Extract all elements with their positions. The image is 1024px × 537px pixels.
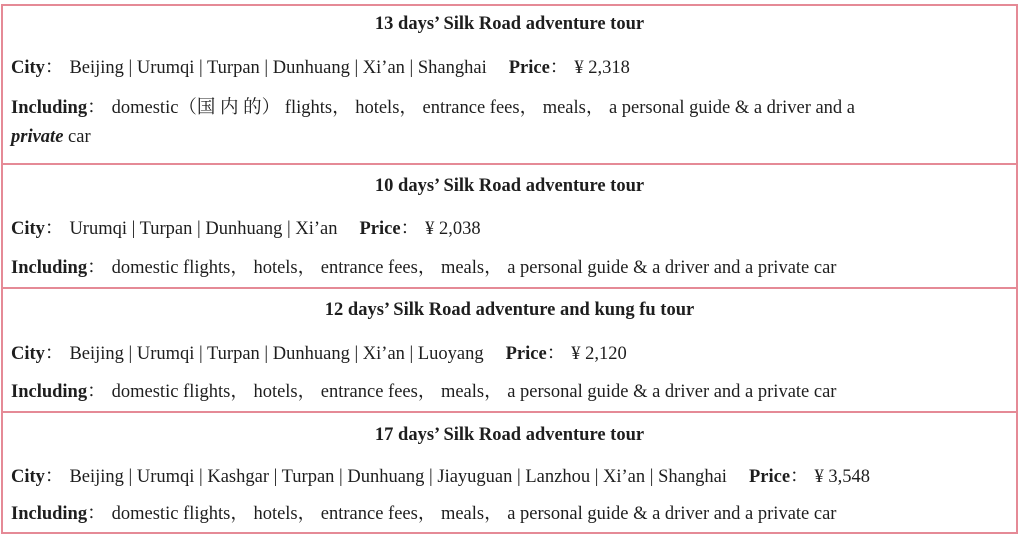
city-list: Beijing | Urumqi | Kashgar | Turpan | Dunhuang | Jiayuguan | Lanzhou | Xi’an | Shanghai bbox=[69, 467, 727, 487]
including-label: Including bbox=[11, 504, 88, 524]
colon: ： bbox=[44, 58, 64, 78]
colon: ： bbox=[549, 58, 569, 78]
including-text: domestic flights， hotels， entrance fees， meals， a personal guide & a driver and a private car bbox=[111, 258, 837, 278]
price-label: Price bbox=[748, 467, 791, 487]
including-emphasis: private bbox=[11, 127, 64, 147]
city-label: City bbox=[11, 344, 45, 364]
including-label: Including bbox=[11, 98, 88, 118]
including-text: domestic（国 内 的） flights， hotels， entrance fees， meals， a personal guide & a driver and a bbox=[111, 98, 856, 118]
price-label: Price bbox=[508, 58, 550, 78]
city-list: Beijing | Urumqi | Turpan | Dunhuang | Xi’an | Shanghai bbox=[69, 58, 487, 78]
colon: ： bbox=[546, 344, 566, 364]
city-line bbox=[11, 53, 1010, 79]
tour-row-10-days bbox=[3, 163, 1016, 287]
including-text-end: car bbox=[68, 127, 91, 147]
including-label: Including bbox=[11, 382, 88, 402]
city-line bbox=[11, 462, 1010, 488]
price-block bbox=[506, 344, 627, 364]
tour-title: 13 days’ Silk Road adventure tour bbox=[374, 14, 645, 34]
including-line bbox=[11, 93, 1010, 119]
tour-title: 17 days’ Silk Road adventure tour bbox=[374, 425, 645, 445]
including-text: domestic flights， hotels， entrance fees， meals， a personal guide & a driver and a private car bbox=[111, 382, 837, 402]
price-block bbox=[359, 219, 480, 239]
price-label: Price bbox=[359, 219, 401, 239]
city-list: Beijing | Urumqi | Turpan | Dunhuang | Xi’an | Luoyang bbox=[69, 344, 484, 364]
city-label: City bbox=[11, 219, 45, 239]
including-line bbox=[11, 253, 1010, 279]
tour-row-17-days bbox=[3, 411, 1016, 532]
price-label: Price bbox=[505, 344, 547, 364]
colon: ： bbox=[400, 219, 420, 239]
city-list: Urumqi | Turpan | Dunhuang | Xi’an bbox=[69, 219, 338, 239]
colon: ： bbox=[44, 467, 64, 487]
city-label: City bbox=[11, 58, 45, 78]
colon: ： bbox=[87, 504, 106, 524]
colon: ： bbox=[87, 98, 106, 118]
price-block bbox=[509, 58, 630, 78]
colon: ： bbox=[87, 382, 106, 402]
tour-table bbox=[1, 4, 1018, 534]
including-text: domestic flights， hotels， entrance fees， meals， a personal guide & a driver and a private car bbox=[111, 504, 837, 524]
city-label: City bbox=[11, 467, 45, 487]
colon: ： bbox=[87, 258, 106, 278]
tour-title: 10 days’ Silk Road adventure tour bbox=[374, 176, 645, 196]
colon: ： bbox=[790, 467, 809, 487]
tour-row-13-days bbox=[3, 6, 1016, 163]
city-line bbox=[11, 339, 1010, 365]
price-value: ¥ 2,038 bbox=[425, 219, 481, 239]
including-line bbox=[11, 499, 1010, 525]
including-line-continued bbox=[11, 127, 1010, 148]
price-value: ¥ 2,120 bbox=[571, 344, 627, 364]
including-line bbox=[11, 377, 1010, 403]
price-value: ¥ 2,318 bbox=[574, 58, 630, 78]
price-value: ¥ 3,548 bbox=[814, 467, 871, 487]
tour-row-12-days bbox=[3, 287, 1016, 411]
city-line bbox=[11, 214, 1010, 240]
colon: ： bbox=[44, 344, 64, 364]
including-label: Including bbox=[11, 258, 88, 278]
price-block bbox=[749, 467, 870, 487]
colon: ： bbox=[44, 219, 64, 239]
tour-title: 12 days’ Silk Road adventure and kung fu tour bbox=[324, 300, 695, 320]
